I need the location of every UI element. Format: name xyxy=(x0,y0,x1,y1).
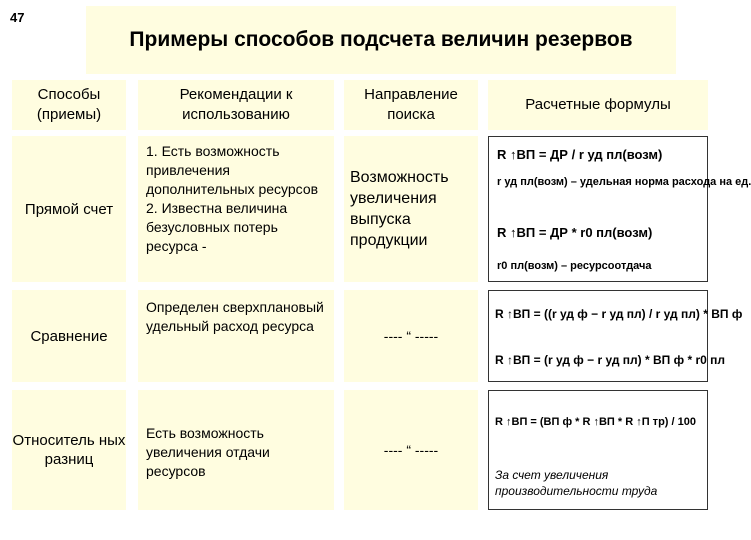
header-formulas: Расчетные формулы xyxy=(488,80,708,130)
header-recommendations: Рекомендации к использованию xyxy=(138,80,334,130)
row1-direction xyxy=(344,136,478,282)
row3-method: Относитель ных разниц xyxy=(12,390,126,510)
slide-title xyxy=(86,6,676,74)
row2-direction: ---- “ ----- xyxy=(344,290,478,382)
slide-title-text: Примеры способов подсчета величин резервов xyxy=(129,28,633,51)
formula-1: R ↑ВП = ДР / r уд пл(возм) xyxy=(497,147,663,162)
header-direction: Направление поиска xyxy=(344,80,478,130)
page-number: 47 xyxy=(10,10,25,25)
row3-formulas xyxy=(488,390,708,510)
row3-direction: ---- “ ----- xyxy=(344,390,478,510)
formula-4: R ↑ВП = (r уд ф − r уд пл) * ВП ф * r0 пл xyxy=(495,353,726,367)
header-methods: Способы (приемы) xyxy=(12,80,126,130)
row2-recommendation: Определен сверхплановый удельный расход ресурса xyxy=(138,290,334,382)
formula-3: R ↑ВП = ((r уд ф − r уд пл) / r уд пл) * ВП ф xyxy=(495,307,743,321)
row1-direction-text: Возможность увеличения выпуска продукции xyxy=(350,169,449,249)
formula-2-note: r0 пл(возм) – ресурсоотдача xyxy=(497,260,652,272)
row1-formulas xyxy=(488,136,751,282)
formula-2: R ↑ВП = ДР * r0 пл(возм) xyxy=(497,225,653,240)
formula-5: R ↑ВП = (ВП ф * R ↑ВП * R ↑П тр) / 100 xyxy=(495,416,696,428)
row1-method: Прямой счет xyxy=(12,136,126,282)
formula-5-note: За счет увеличения производительности труда xyxy=(495,468,658,498)
row2-method: Сравнение xyxy=(12,290,126,382)
row1-recommendation: 1. Есть возможность привлечения дополнительных ресурсов 2. Известна величина безусловных потерь ресурса - xyxy=(138,136,334,282)
row2-formulas xyxy=(488,290,743,382)
row3-recommendation: Есть возможность увеличения отдачи ресурсов xyxy=(138,390,334,510)
formula-1-note: r уд пл(возм) – удельная норма расхода на ед. xyxy=(497,176,751,188)
